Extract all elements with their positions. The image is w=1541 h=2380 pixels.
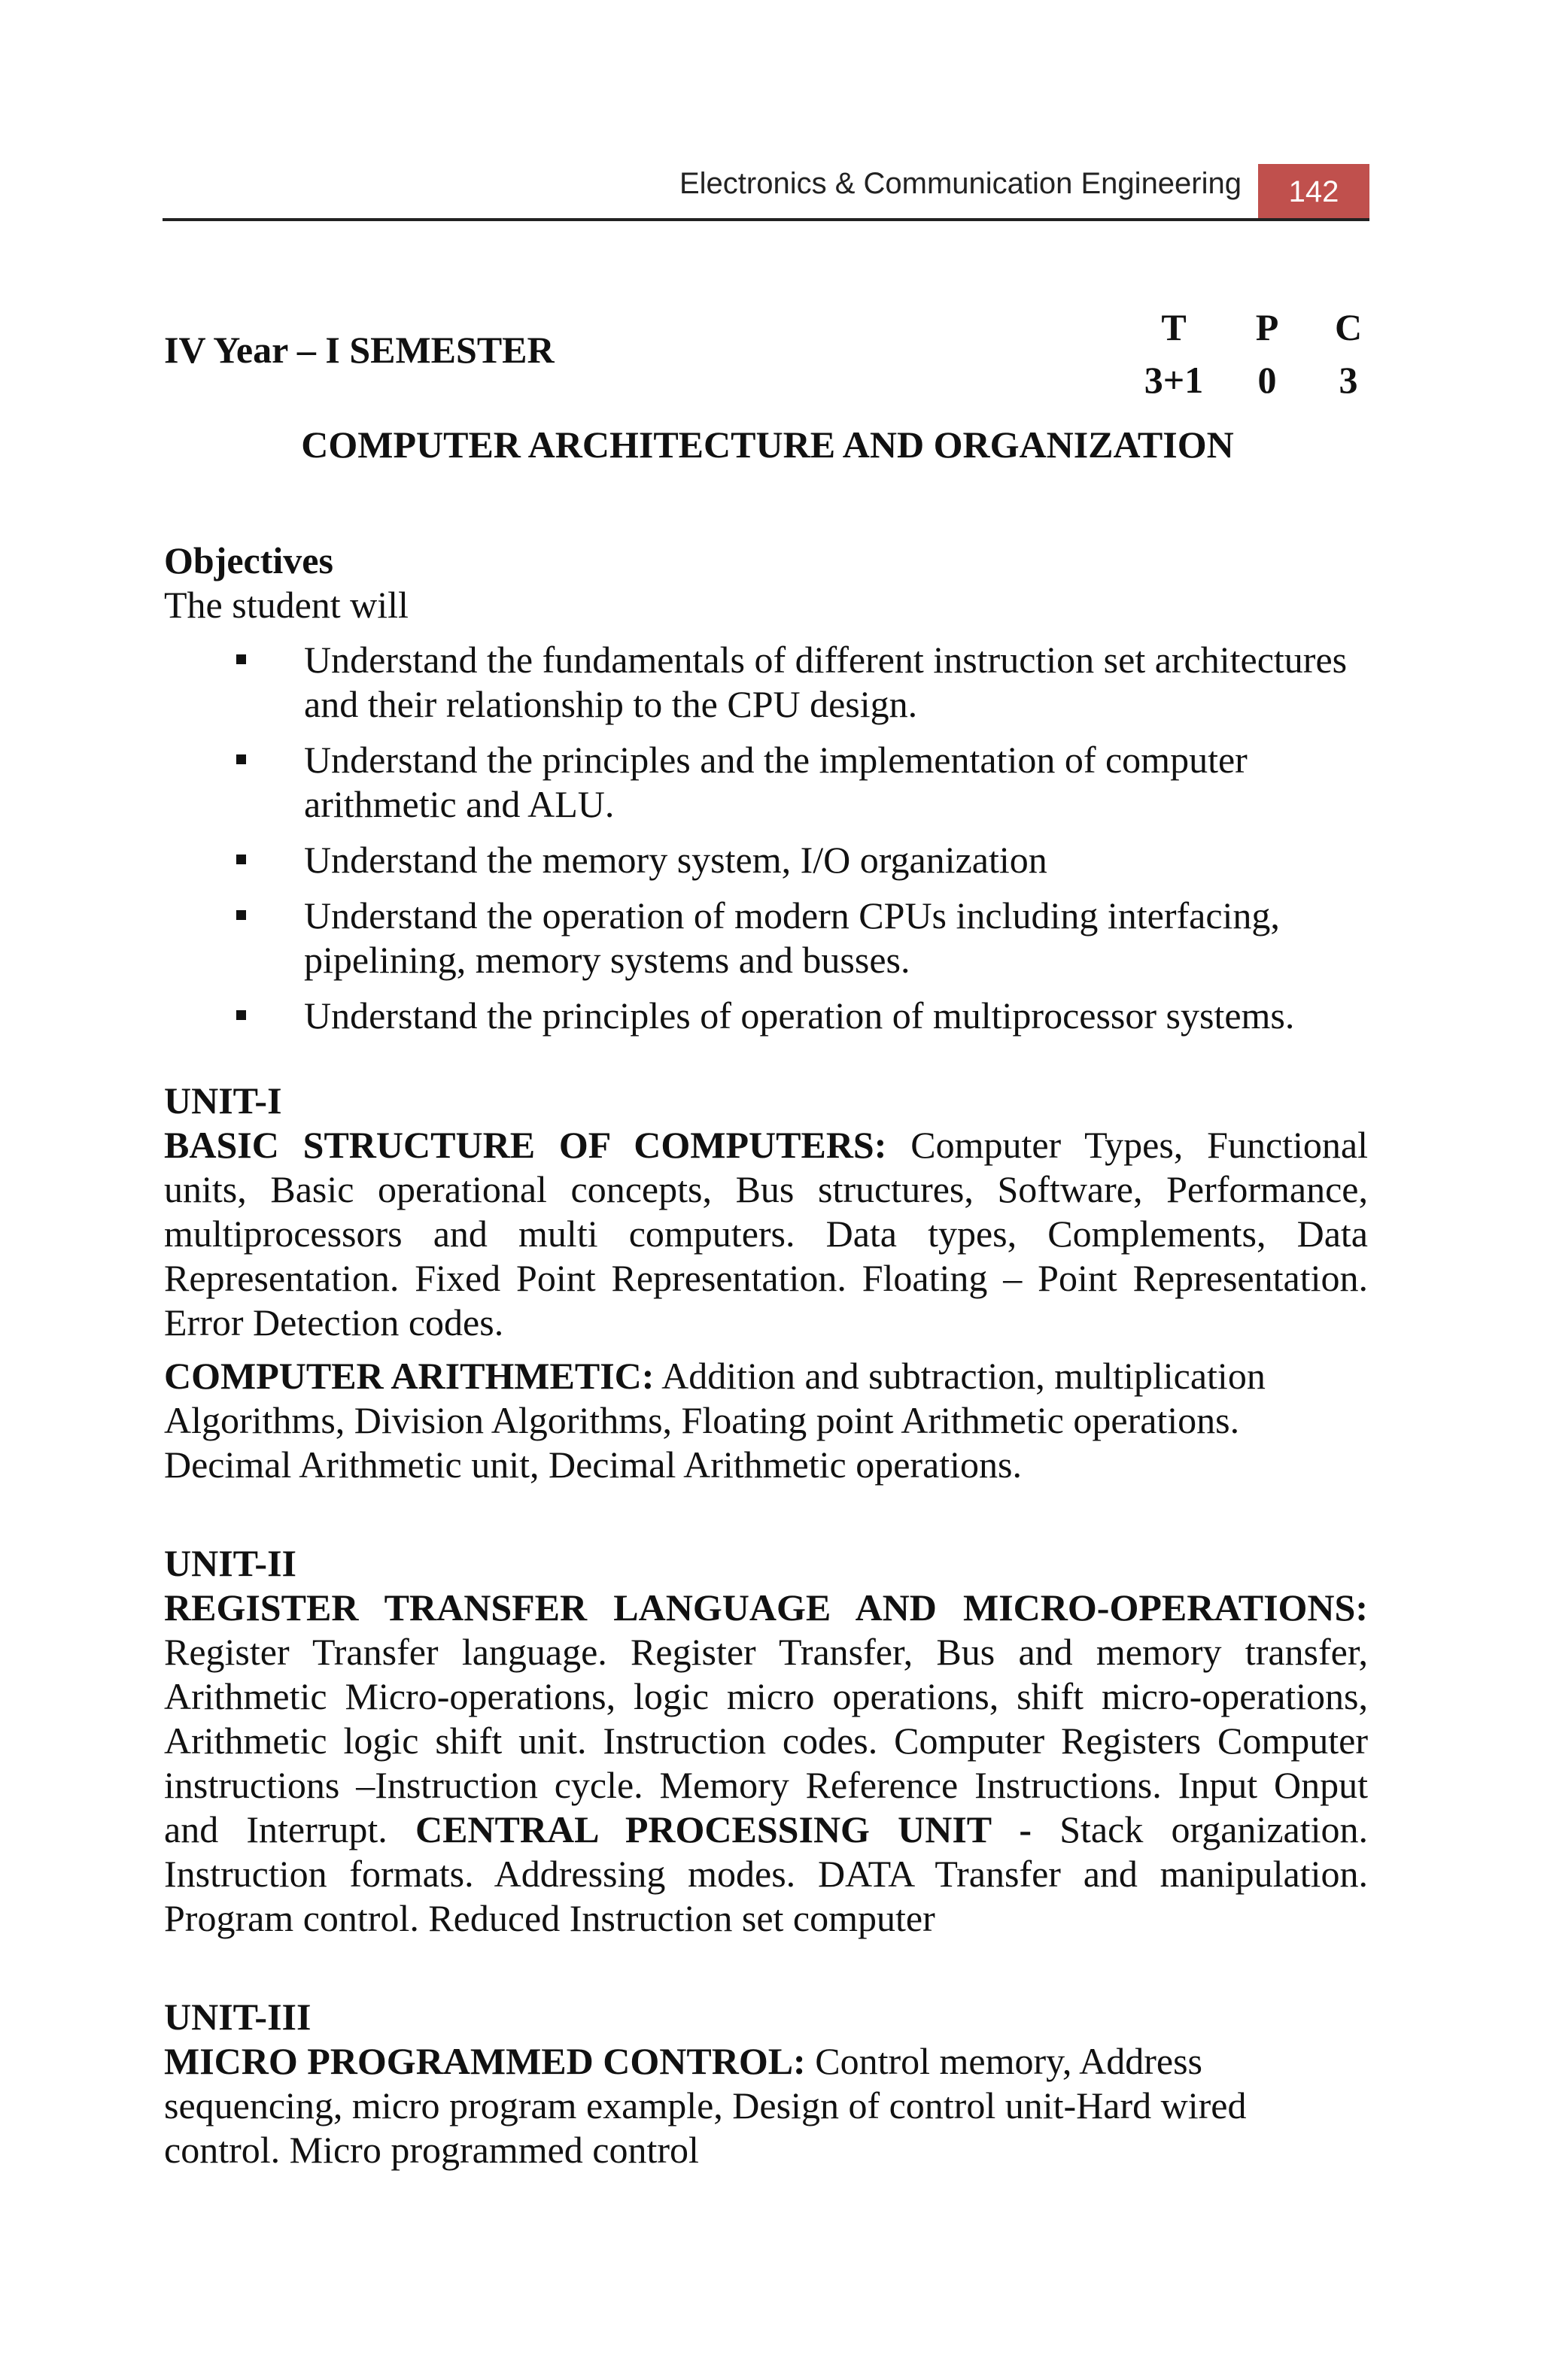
credit-value-t: 3+1: [1144, 359, 1204, 401]
credit-value-c: 3: [1339, 359, 1358, 401]
unit-2-paragraph-1: REGISTER TRANSFER LANGUAGE AND MICRO-OPERATIONS: Register Transfer language. Register Transfer, Bus and memory transfer, Arithmetic Micro-operations, logic micro operations, shift micro-operations, Arithmetic logic shift unit. Instruction codes. Computer Registers Computer instructions –Instruction cycle. Memory Reference Instructions. Input Onput and Interrupt. CENTRAL PROCESSING UNIT - Stack organization. Instruction formats. Addressing modes. DATA Transfer and manipulation. Program control. Reduced Instruction set computer: [164, 1586, 1368, 1939]
objective-item: Understand the memory system, I/O organization: [164, 838, 1368, 882]
objective-item: Understand the principles and the implementation of computer arithmetic and ALU.: [164, 738, 1368, 827]
unit-3-title: UNIT-III: [164, 1996, 312, 2038]
objective-item: Understand the principles of operation of multiprocessor systems.: [164, 994, 1368, 1038]
unit-3-paragraph-1: MICRO PROGRAMMED CONTROL: Control memory, Address sequencing, micro program example, Design of control unit-Hard wired control. Micro programmed control: [164, 2040, 1247, 2171]
credit-label-c: C: [1334, 306, 1363, 348]
bullet-square-icon: [236, 1010, 246, 1020]
unit-1-paragraph-1: BASIC STRUCTURE OF COMPUTERS: Computer Types, Functional units, Basic operational concepts, Bus structures, Software, Performance, multiprocessors and multi computers. Data types, Complements, Data Representation. Fixed Point Representation. Floating – Point Representation. Error Detection codes.: [164, 1124, 1368, 1343]
objective-item: Understand the fundamentals of different instruction set architectures and their relationship to the CPU design.: [164, 638, 1368, 727]
unit-1-title: UNIT-I: [164, 1079, 282, 1122]
objectives-list: [164, 638, 1368, 1038]
bullet-square-icon: [236, 910, 246, 920]
header-rule: [163, 218, 1369, 221]
credit-label-p: P: [1255, 306, 1279, 348]
syllabus-body: [164, 539, 1368, 2172]
semester-label: IV Year – I SEMESTER: [164, 329, 555, 371]
running-header-title: Electronics & Communication Engineering: [679, 167, 1242, 200]
credit-column-c: [1303, 305, 1394, 402]
unit-1-paragraph-2: COMPUTER ARITHMETIC: Addition and subtraction, multiplication Algorithms, Division Algorithms, Floating point Arithmetic operations. Decimal Arithmetic unit, Decimal Arithmetic operations.: [164, 1355, 1266, 1486]
credit-column-t: [1129, 305, 1219, 402]
objectives-heading: Objectives: [164, 539, 333, 581]
course-title: COMPUTER ARCHITECTURE AND ORGANIZATION: [301, 423, 1234, 466]
bullet-square-icon: [236, 855, 246, 864]
bullet-square-icon: [236, 654, 246, 664]
credit-column-p: [1222, 305, 1312, 402]
credit-label-t: T: [1161, 306, 1187, 348]
objective-item: Understand the operation of modern CPUs including interfacing, pipelining, memory systems and busses.: [164, 894, 1368, 982]
credit-value-p: 0: [1257, 359, 1277, 401]
unit-2-title: UNIT-II: [164, 1542, 297, 1584]
page-number-badge: 142: [1258, 164, 1369, 220]
objectives-intro: The student will: [164, 584, 409, 626]
bullet-square-icon: [236, 754, 246, 764]
